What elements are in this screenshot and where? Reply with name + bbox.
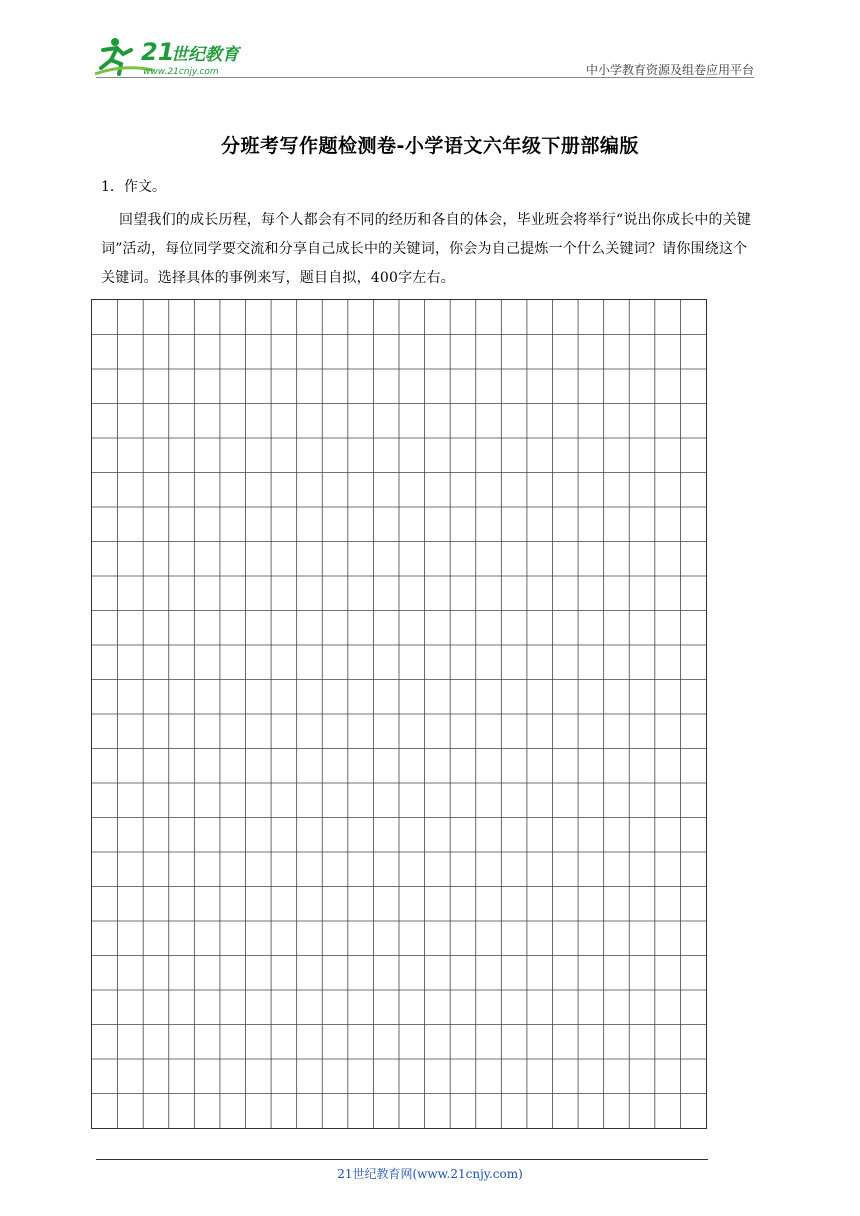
svg-text:21: 21: [141, 38, 175, 66]
platform-label: 中小学教育资源及组卷应用平台: [585, 63, 754, 77]
footer-divider: [96, 1159, 708, 1160]
header-divider: [96, 77, 754, 78]
site-logo: [93, 34, 263, 78]
svg-text:世纪教育: 世纪教育: [171, 45, 239, 65]
runner-logo-icon: [93, 34, 263, 78]
svg-text:www.21cnjy.com: www.21cnjy.com: [143, 67, 219, 77]
page-header: [0, 0, 860, 80]
footer-text: 21世纪教育网(www.21cnjy.com): [337, 1167, 523, 1181]
question-number: 1．作文。: [101, 179, 166, 195]
writing-grid[interactable]: [91, 299, 707, 1129]
writing-grid-lines: [92, 300, 706, 1128]
page-title: 分班考写作题检测卷-小学语文六年级下册部编版: [221, 135, 639, 157]
question-prompt: 回望我们的成长历程，每个人都会有不同的经历和各自的体会，毕业班会将举行“说出你成长中的关键词”活动，每位同学要交流和分享自己成长中的关键词，你会为自己提炼一个什么关键词？请你围绕这个关键词。选择具体的事例来写，题目自拟，400字左右。: [101, 212, 752, 286]
